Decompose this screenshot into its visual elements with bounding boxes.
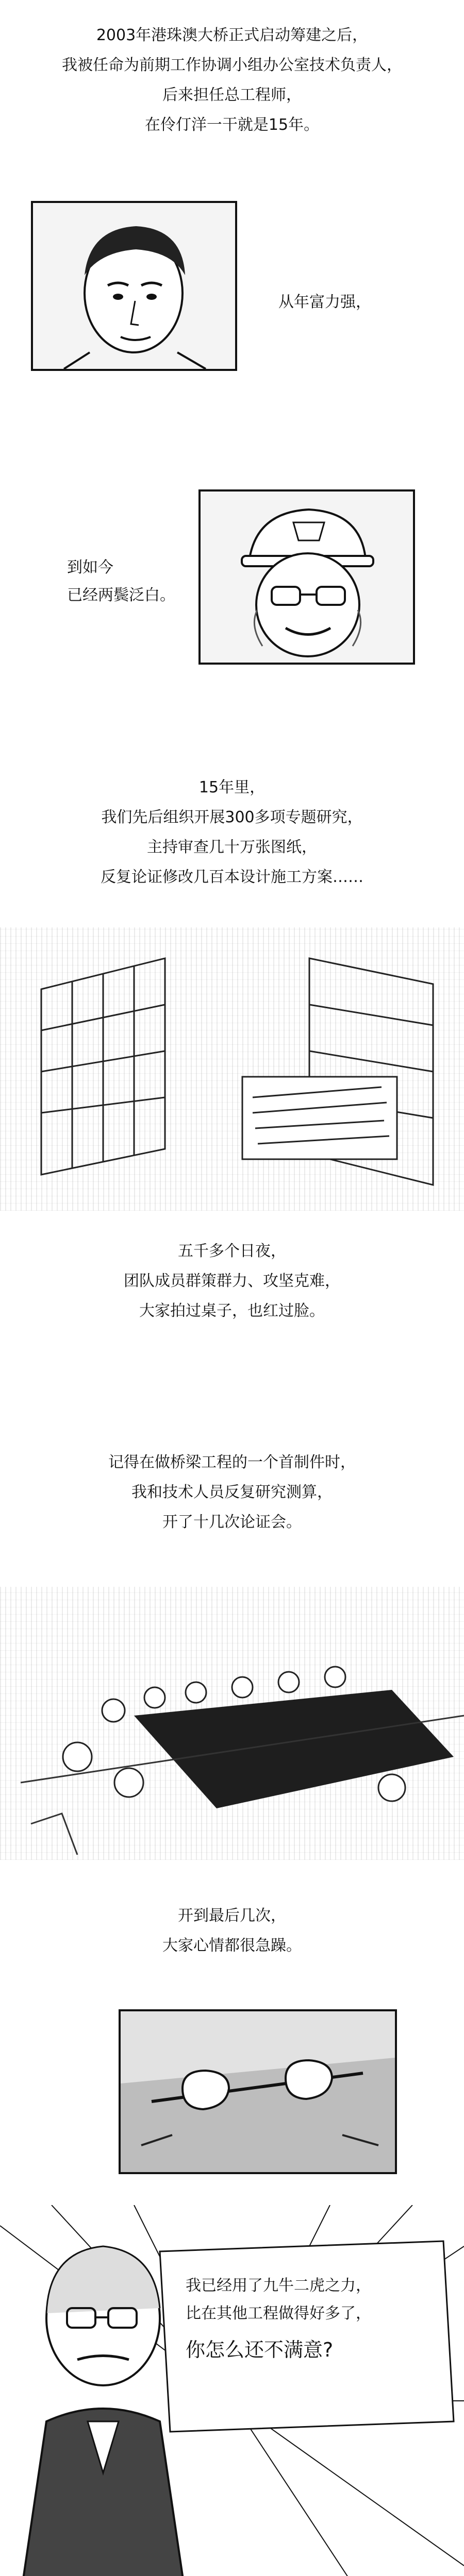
clenched-fists-illustration <box>121 2011 395 2172</box>
caption-line: 后来担任总工程师， <box>162 86 302 104</box>
burst-speech-background <box>0 2205 464 2576</box>
caption-line: 到如今 <box>67 558 113 577</box>
caption-line: 开到最后几次， <box>178 1907 286 1925</box>
caption-line: 已经两鬓泛白。 <box>67 586 175 604</box>
caption-line: 大家心情都很急躁。 <box>162 1937 302 1955</box>
panel-angry-speech <box>0 2205 464 2576</box>
caption-line: 15年里， <box>198 778 266 796</box>
angry-speech-bubble <box>186 2272 371 2364</box>
archive-shelves-illustration <box>0 927 464 1211</box>
meeting-room-illustration <box>0 1587 464 1860</box>
panel-young-engineer <box>31 201 237 371</box>
intro-caption <box>0 21 464 140</box>
frustration-caption <box>0 1901 464 1961</box>
speech-line: 你怎么还不满意? <box>186 2338 334 2361</box>
speech-line: 我已经用了九牛二虎之力， <box>186 2277 371 2295</box>
prototype-caption <box>0 1448 464 1537</box>
conference-meeting-sketch <box>0 1587 464 1860</box>
caption-line: 记得在做桥梁工程的一个首制件时， <box>108 1453 356 1471</box>
caption-line: 开了十几次论证会。 <box>162 1513 302 1531</box>
panel-fists-on-table <box>119 2009 397 2174</box>
engineer-helmet-portrait-illustration <box>201 492 413 663</box>
caption-line: 反复论证修改几百本设计施工方案…… <box>101 868 363 886</box>
caption-line: 我和技术人员反复研究测算， <box>131 1483 333 1501</box>
caption-line: 2003年港珠澳大桥正式启动筹建之后， <box>96 26 368 44</box>
young-man-portrait-illustration <box>33 203 235 369</box>
research-caption <box>0 773 464 892</box>
caption-line: 在伶仃洋一干就是15年。 <box>144 116 320 134</box>
panel2-caption <box>67 554 175 609</box>
caption-line: 主持审查几十万张图纸， <box>147 838 317 856</box>
caption-line: 大家拍过桌子，也红过脸。 <box>139 1302 325 1320</box>
document-archive-sketch <box>0 927 464 1211</box>
panel1-caption: 从年富力强， <box>278 293 371 311</box>
caption-line: 五千多个日夜， <box>178 1242 286 1260</box>
caption-line: 我们先后组织开展300多项专题研究， <box>101 808 363 826</box>
caption-line: 团队成员群策群力、攻坚克难， <box>124 1272 340 1290</box>
caption-line: 我被任命为前期工作协调小组办公室技术负责人， <box>62 56 402 74</box>
speech-line: 比在其他工程做得好多了， <box>186 2304 371 2323</box>
panel-older-engineer <box>198 489 415 665</box>
team-caption <box>0 1236 464 1326</box>
